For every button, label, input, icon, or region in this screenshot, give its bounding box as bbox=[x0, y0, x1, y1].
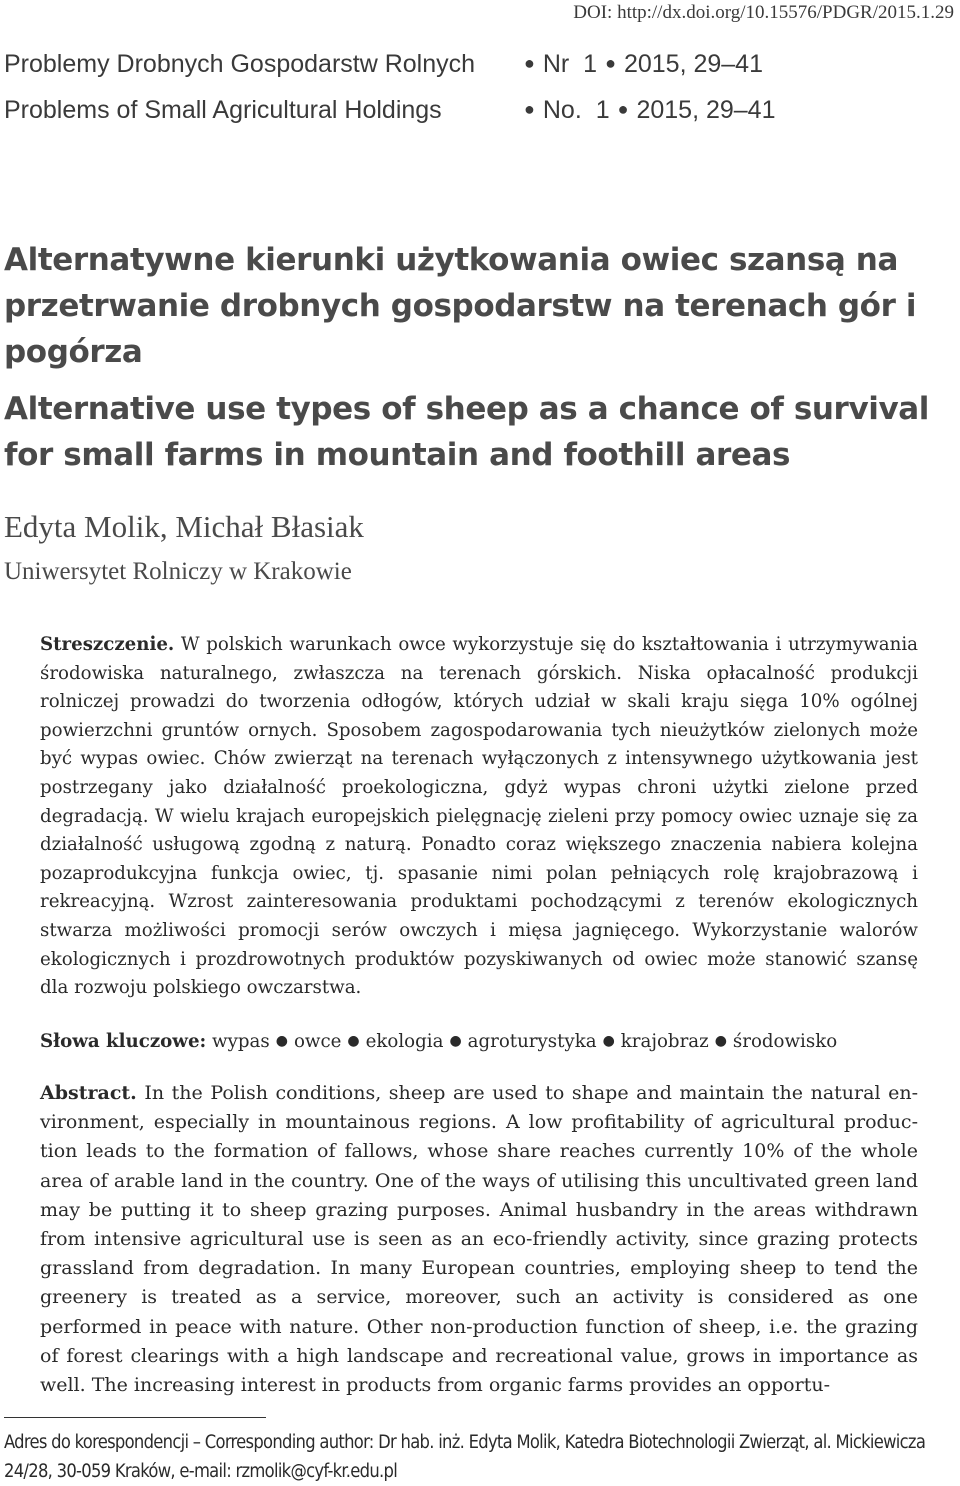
correspondence-footnote: Adres do korespondencji – Corresponding author: Dr hab. inż. Edyta Molik, Katedra Biotechnologii Zwierząt, al. Mickiewicza 24/28, 30-059 Kraków, e-mail: rzmolik@cyf-kr.edu.pl bbox=[4, 1432, 926, 1482]
journal-line-polish bbox=[4, 50, 763, 79]
doi-link[interactable]: DOI: http://dx.doi.org/10.15576/PDGR/2015.1.29 bbox=[573, 2, 954, 23]
affiliation: Uniwersytet Rolniczy w Krakowie bbox=[4, 558, 352, 585]
keywords-label: Słowa kluczowe: bbox=[40, 1031, 207, 1052]
streszczenie-label: Streszczenie. bbox=[40, 634, 175, 655]
bullet-icon: ● bbox=[275, 1033, 288, 1049]
bullet-icon: ● bbox=[602, 1033, 615, 1049]
streszczenie-text: W polskich warunkach owce wykorzystuje się do kształtowania i utrzymywania środowiska naturalnego, zwłaszcza na terenach górskich. Niska opłacalność produkcji rolniczej prowadzi do tworzenia odłogów, których udział w skali kraju sięga 10% ogólnej powierzchni gruntów ornych. Sposobem zagospodarowania tych nieużytków zielonych może być wypas owiec. Chów zwierząt na terenach wyłączonych z intensywnego użytkowania jest postrzegany jako działalność proekologiczna, gdyż wypas chroni użytki zielone przed degradacją. W wielu krajach europejskich pielęgnację zieleni przy pomocy owiec uznaje się za działalność usługową zgodną z naturą. Ponadto coraz większego znaczenia nabiera kolejna pozaprodukcyjna funkcja owiec, tj. spasanie nimi polan pełniących rolę krajobrazową i rekreacyjną. Wzrost zainteresowania produktami pochodzącymi z terenów ekologicznych stwarza możliwości promocji serów owczych i mięsa jagnięcego. Wykorzystanie walorów ekologicznych i prozdrowotnych produktów pozyskiwanych od owiec może stanowić szansę dla rozwoju polskiego owczarstwa. bbox=[40, 634, 918, 999]
journal-name-polish: Problemy Drobnych Gospodarstw Rolnych bbox=[4, 50, 476, 78]
issue-label-polish: Nr bbox=[542, 50, 570, 78]
keyword: owce bbox=[293, 1031, 342, 1052]
bullet-icon: ● bbox=[524, 53, 535, 73]
year-pages: 2015, 29–41 bbox=[623, 50, 763, 78]
title-english: Alternative use types of sheep as a chance of survival for small farms in mountain and foothill areas bbox=[4, 391, 930, 473]
bullet-icon: ● bbox=[714, 1033, 727, 1049]
keywords-line bbox=[40, 1031, 940, 1052]
footnote-divider bbox=[4, 1417, 266, 1418]
bullet-icon: ● bbox=[449, 1033, 462, 1049]
streszczenie-paragraph bbox=[40, 631, 918, 1003]
title-polish: Alternatywne kierunki użytkowania owiec szansą na przetrwanie drobnych gospodarstw na terenach gór i pogórza bbox=[4, 242, 917, 370]
abstract-text: In the Polish conditions, sheep are used to shape and maintain the natural environment, especially in mountainous regions. A low profitability of agricultural production leads to the formation of fallows, whose share reaches currently 10% of the whole area of arable land in the country. One of the ways of utilising this uncultivated green land may be putting it to sheep grazing purposes. Animal husbandry in the areas withdrawn from intensive agricultural use is seen as an eco-friendly activity, since grazing protects grassland from degradation. In many European countries, employing sheep to tend the greenery is treated as a service, moreover, such an activity is considered as one performed in peace with nature. Other non-production function of sheep, i.e. the grazing of forest clearings with a high landscape and recreational value, grows in importance as well. The increasing interest in products from organic farms provides an opportu- bbox=[40, 1082, 918, 1397]
keyword: wypas bbox=[212, 1031, 270, 1052]
bullet-icon: ● bbox=[605, 53, 616, 73]
year-pages: 2015, 29–41 bbox=[636, 96, 776, 124]
abstract-label: Abstract. bbox=[40, 1082, 137, 1104]
keyword: agroturystyka bbox=[467, 1031, 597, 1052]
keyword: ekologia bbox=[365, 1031, 444, 1052]
issue-number: 1 bbox=[595, 96, 610, 124]
issue-label-english: No. bbox=[542, 96, 582, 124]
abstract-paragraph bbox=[40, 1079, 918, 1400]
keyword: krajobraz bbox=[620, 1031, 709, 1052]
issue-number: 1 bbox=[583, 50, 598, 78]
bullet-icon: ● bbox=[617, 99, 629, 119]
journal-name-english: Problems of Small Agricultural Holdings bbox=[4, 96, 442, 124]
bullet-icon: ● bbox=[524, 99, 535, 119]
authors: Edyta Molik, Michał Błasiak bbox=[4, 509, 364, 544]
bullet-icon: ● bbox=[347, 1033, 360, 1049]
journal-line-english bbox=[4, 96, 776, 125]
keyword: środowisko bbox=[732, 1031, 838, 1052]
